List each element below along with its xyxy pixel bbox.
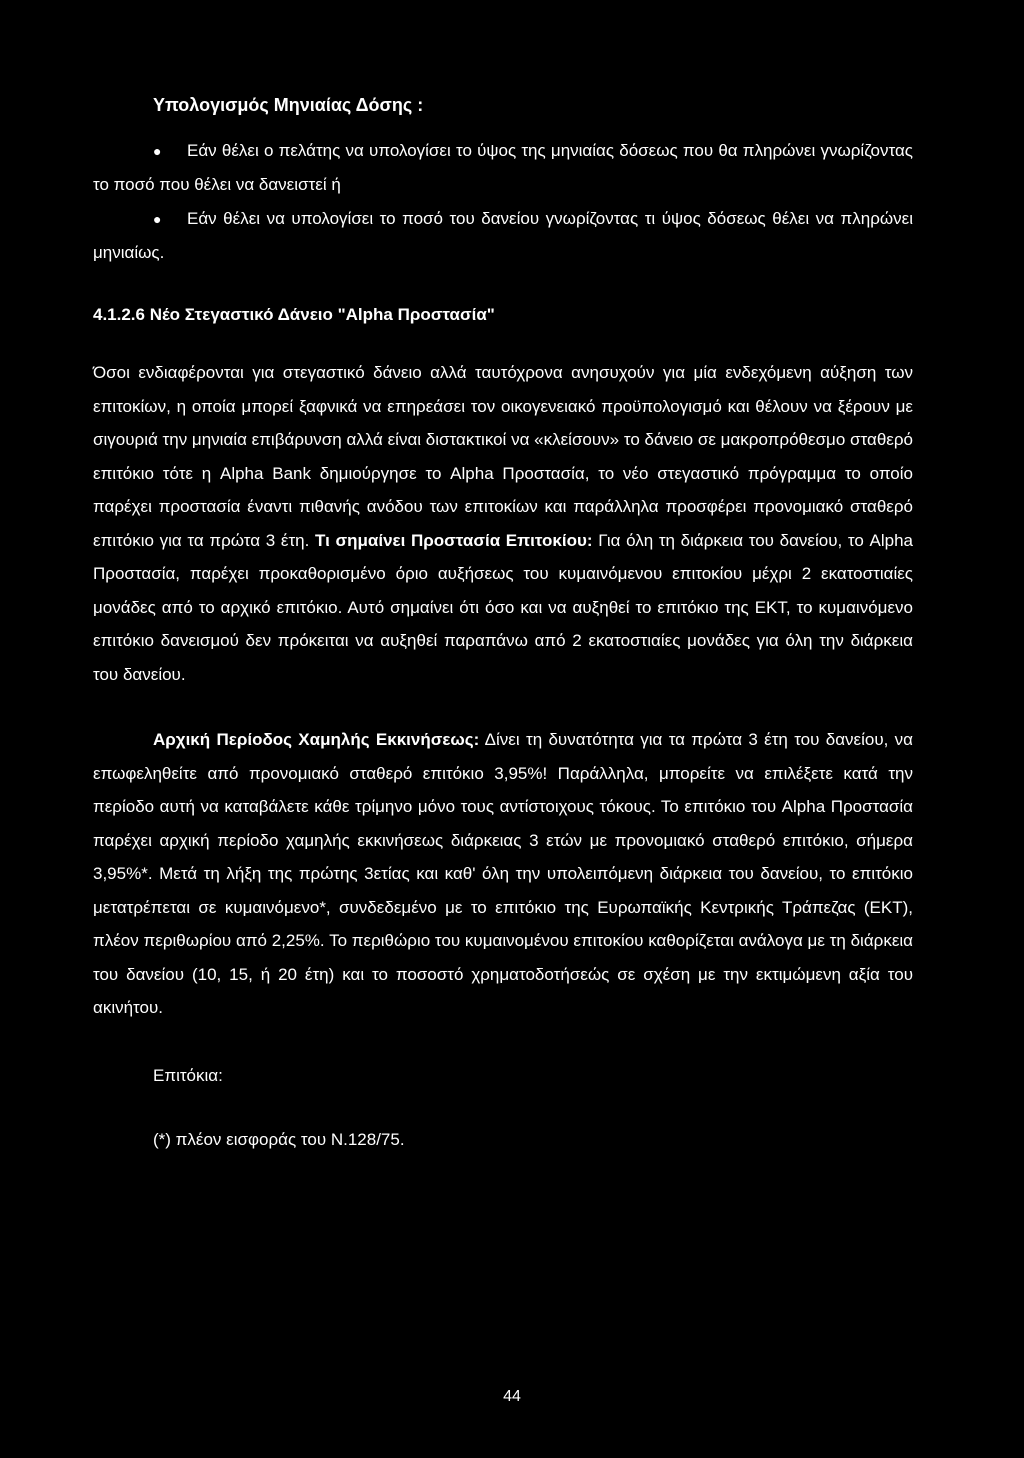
bullet-text: Εάν θέλει ο πελάτης να υπολογίσει το ύψος της μηνιαίας δόσεως που θα πληρώνει γνωρίζοντας το ποσό που θέλει να δανειστεί ή: [93, 141, 913, 194]
bullet-dot-icon: ●: [153, 143, 162, 159]
intro-text: Όσοι ενδιαφέρονται για στεγαστικό δάνειο αλλά ταυτόχρονα ανησυχούν για μία ενδεχόμενη αύξηση των επιτοκίων, η οποία μπορεί ξαφνικά να επηρεάσει τον οικογενειακό προϋπολογισμό και θέλουν να ξέρουν με σιγουριά την μηνιαία επιβάρυνση αλλά είναι διστακτικοί να «κλείσουν» το δάνειο σε μακροπρόθεσμο σταθερό επιτόκιο τότε η Alpha Bank δημιούργησε το Alpha Προστασία, το νέο στεγαστικό πρόγραμμα το οποίο παρέχει προστασία έναντι πιθανής ανόδου των επιτοκίων και παράλληλα προσφέρει προνομιακό σταθερό επιτόκιο για τα πρώτα 3 έτη.: [93, 363, 913, 550]
section-title: 4.1.2.6 Νέο Στεγαστικό Δάνειο "Alpha Προστασία": [93, 305, 495, 324]
intro-paragraph: [93, 356, 913, 691]
initial-period-text: Δίνει τη δυνατότητα για τα πρώτα 3 έτη του δανείου, να επωφεληθείτε από προνομιακό σταθερό επιτόκιο 3,95%! Παράλληλα, μπορείτε να επιλέξετε κατά την περίοδο αυτή να καταβάλετε κάθε τρίμηνο μόνο τους αντίστοιχους τόκους. Το επιτόκιο του Alpha Προστασία παρέχει αρχική περίοδο χαμηλής εκκινήσεως διάρκειας 3 ετών με προνομιακό σταθερό επιτόκιο, σήμερα 3,95%*. Μετά τη λήξη της πρώτης 3ετίας και καθ' όλη την υπολειπόμενη διάρκεια του δανείου, το επιτόκιο μετατρέπεται σε κυμαινόμενο*, συνδεδεμένο με το επιτόκιο της Ευρωπαϊκής Κεντρικής Τράπεζας (ΕΚΤ), πλέον περιθωρίου από 2,25%. Το περιθώριο του κυμαινομένου επιτοκίου καθορίζεται ανάλογα με τη διάρκεια του δανείου (10, 15, ή 20 έτη) και το ποσοστό χρηματοδοτήσεώς σε σχέση με την εκτιμώμενη αξία του ακινήτου.: [93, 730, 914, 1017]
bullet-item: [93, 134, 913, 202]
monthly-calc-heading: Υπολογισμός Μηνιαίας Δόσης :: [153, 95, 424, 115]
protection-text: Για όλη τη διάρκεια του δανείου, το Alpha Προστασία, παρέχει προκαθορισμένο όριο αυξήσεως του κυμαινόμενου επιτοκίου μέχρι 2 εκατοστιαίες μονάδες από το αρχικό επιτόκιο. Αυτό σημαίνει ότι όσο και να αυξηθεί το επιτόκιο της ΕΚΤ, το κυμαινόμενο επιτόκιο δανεισμού δεν πρόκειται να αυξηθεί παραπάνω από 2 εκατοστιαίες μονάδες για όλη την διάρκεια του δανείου.: [93, 530, 913, 684]
page-number: 44: [503, 1388, 521, 1405]
bullet-dot-icon: ●: [153, 211, 162, 227]
initial-period-paragraph: [93, 723, 913, 1025]
bullet-text: Εάν θέλει να υπολογίσει το ποσό του δανείου γνωρίζοντας τι ύψος δόσεως θέλει να πληρώνει μηνιαίως.: [93, 209, 913, 262]
initial-period-label: Αρχική Περίοδος Χαμηλής Εκκινήσεως:: [153, 730, 480, 749]
rates-label: Επιτόκια:: [153, 1065, 223, 1085]
protection-label: Τι σημαίνει Προστασία Επιτοκίου:: [315, 530, 593, 550]
monthly-calc-bullets: [93, 134, 913, 270]
document-page: [93, 88, 913, 1157]
footnote: (*) πλέον εισφοράς του Ν.128/75.: [153, 1129, 405, 1149]
bullet-item: [93, 202, 913, 270]
